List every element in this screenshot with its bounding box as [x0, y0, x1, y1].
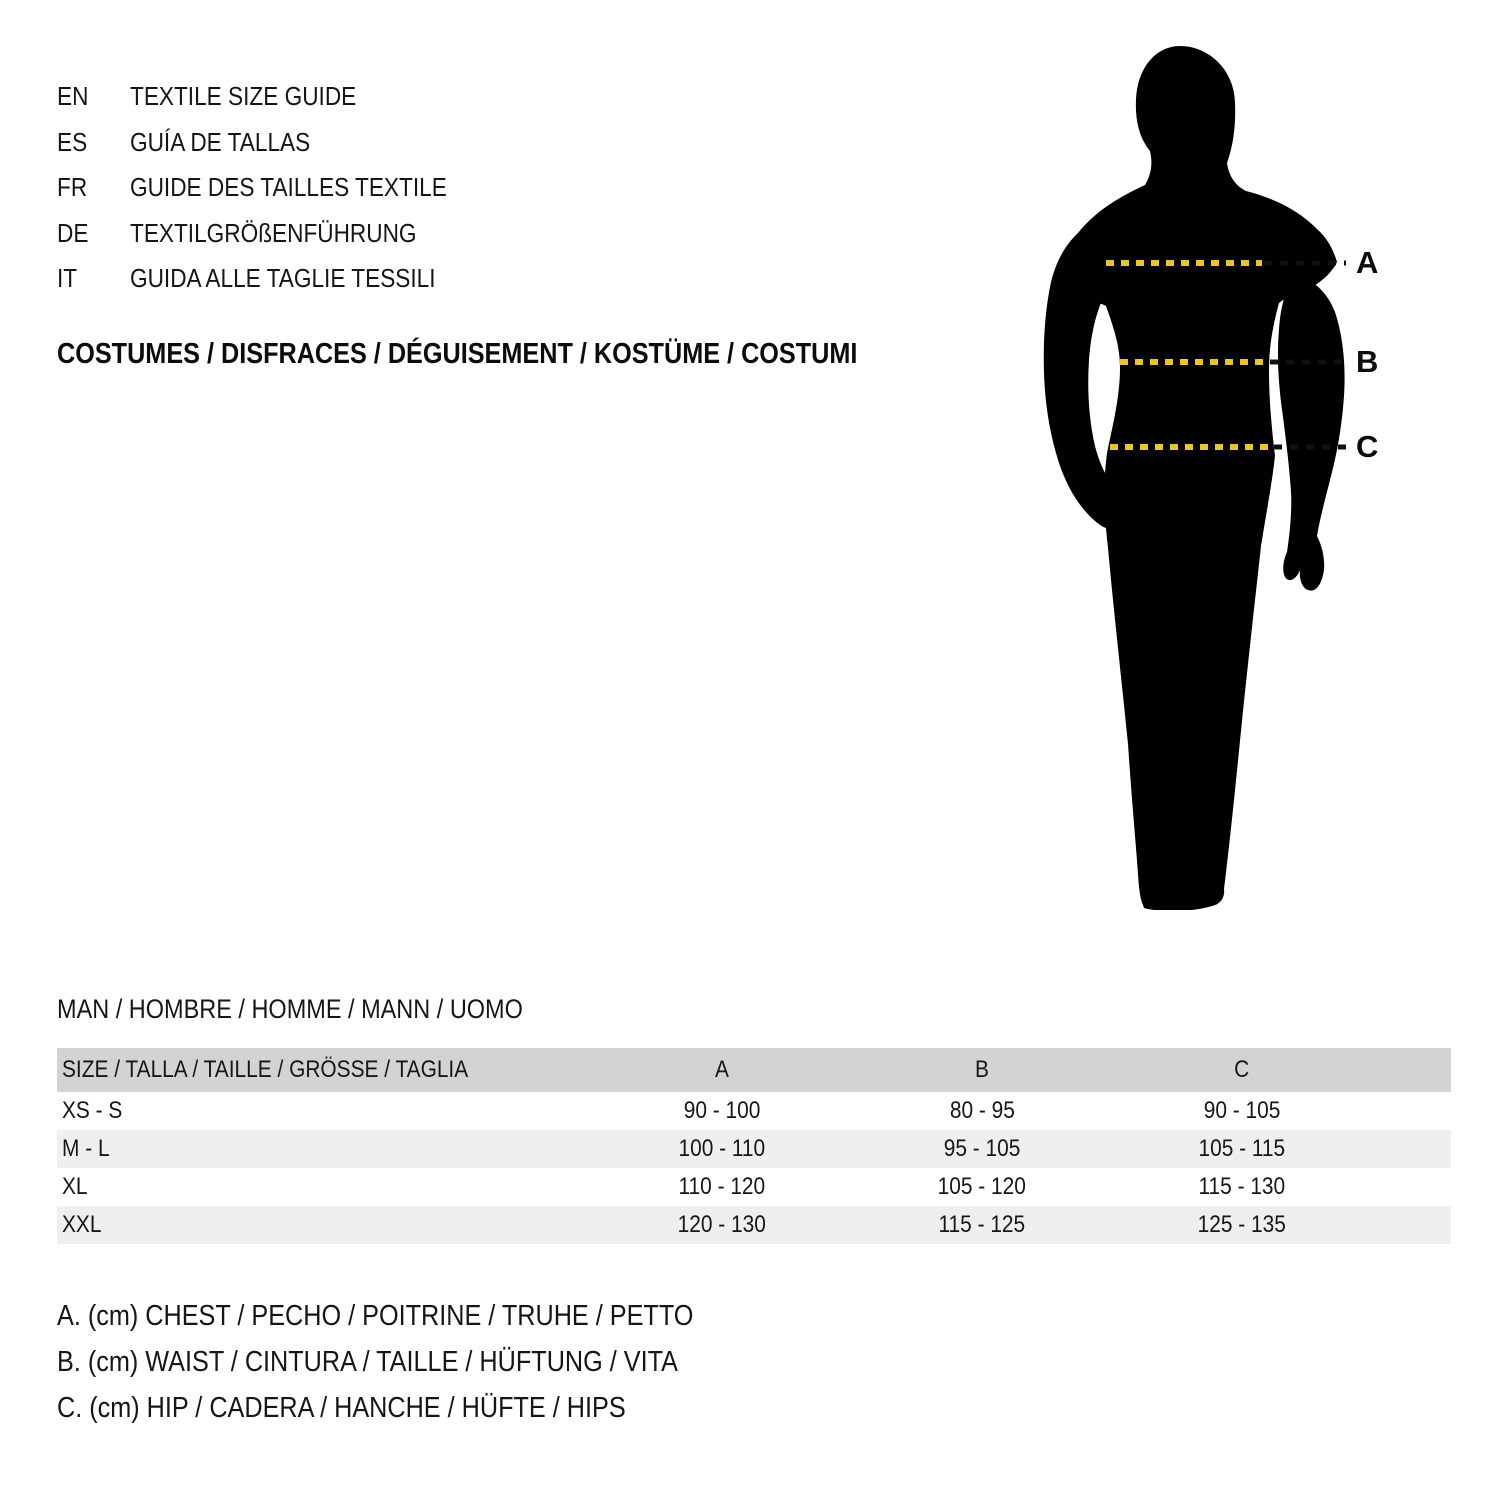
size-cell: XL: [62, 1173, 88, 1200]
list-item: [57, 1293, 789, 1339]
value-cell-a: 110 - 120: [678, 1173, 766, 1200]
list-item: [57, 1385, 789, 1431]
value-cell-b: 115 - 125: [938, 1211, 1026, 1238]
silhouette-right-arm: [1278, 278, 1345, 591]
language-code: EN: [57, 81, 89, 112]
value-cell-c: 125 - 135: [1197, 1211, 1287, 1238]
value-cell-c: 90 - 105: [1203, 1097, 1281, 1124]
table-row: [57, 1130, 1451, 1168]
value-cell-b: 80 - 95: [949, 1097, 1015, 1124]
list-item: [57, 1339, 789, 1385]
value-cell-c: 105 - 115: [1198, 1135, 1286, 1162]
size-cell: XXL: [62, 1211, 102, 1238]
marker-label-chest: A: [1356, 245, 1379, 280]
section-title-man: MAN / HOMBRE / HOMME / MANN / UOMO: [57, 994, 523, 1024]
legend-chest: A. (cm) CHEST / PECHO / POITRINE / TRUHE / PETTO: [57, 1300, 694, 1332]
language-code: ES: [57, 126, 88, 157]
language-guide-list: [57, 74, 494, 302]
value-cell-a: 100 - 110: [678, 1135, 766, 1162]
column-header-b: B: [975, 1056, 989, 1083]
column-header-a: A: [715, 1056, 729, 1083]
marker-label-hip: C: [1356, 429, 1379, 464]
size-cell: M - L: [62, 1135, 110, 1162]
language-code: DE: [57, 217, 89, 248]
list-item: [57, 165, 494, 211]
guide-title-it: GUIDA ALLE TAGLIE TESSILI: [130, 263, 436, 294]
table-row: [57, 1206, 1451, 1244]
language-code: IT: [57, 263, 78, 294]
list-item: [57, 256, 494, 302]
guide-title-de: TEXTILGRÖßENFÜHRUNG: [130, 217, 417, 248]
size-column-header: SIZE / TALLA / TAILLE / GRÖSSE / TAGLIA: [62, 1056, 469, 1083]
table-row: [57, 1092, 1451, 1130]
list-item: [57, 211, 494, 257]
value-cell-b: 105 - 120: [937, 1173, 1027, 1200]
value-cell-a: 120 - 130: [677, 1211, 767, 1238]
measurement-legend: [57, 1293, 789, 1431]
category-title: COSTUMES / DISFRACES / DÉGUISEMENT / KOSTÜME / COSTUMI: [57, 338, 858, 370]
table-row: [57, 1168, 1451, 1206]
guide-title-fr: GUIDE DES TAILLES TEXTILE: [130, 172, 447, 203]
legend-hip: C. (cm) HIP / CADERA / HANCHE / HÜFTE / HIPS: [57, 1392, 626, 1424]
guide-title-es: GUÍA DE TALLAS: [130, 126, 311, 157]
list-item: [57, 120, 494, 166]
value-cell-a: 90 - 100: [683, 1097, 761, 1124]
marker-label-waist: B: [1356, 344, 1379, 379]
value-cell-c: 115 - 130: [1198, 1173, 1286, 1200]
size-table: [57, 1048, 1451, 1244]
legend-waist: B. (cm) WAIST / CINTURA / TAILLE / HÜFTUNG / VITA: [57, 1346, 679, 1378]
column-header-c: C: [1234, 1056, 1250, 1083]
value-cell-b: 95 - 105: [943, 1135, 1021, 1162]
size-cell: XS - S: [62, 1097, 123, 1124]
man-silhouette-figure: [1040, 42, 1360, 910]
list-item: [57, 74, 494, 120]
language-code: FR: [57, 172, 88, 203]
guide-title-en: TEXTILE SIZE GUIDE: [130, 81, 357, 112]
man-silhouette-svg: [1040, 42, 1360, 910]
table-header-row: [57, 1048, 1451, 1092]
